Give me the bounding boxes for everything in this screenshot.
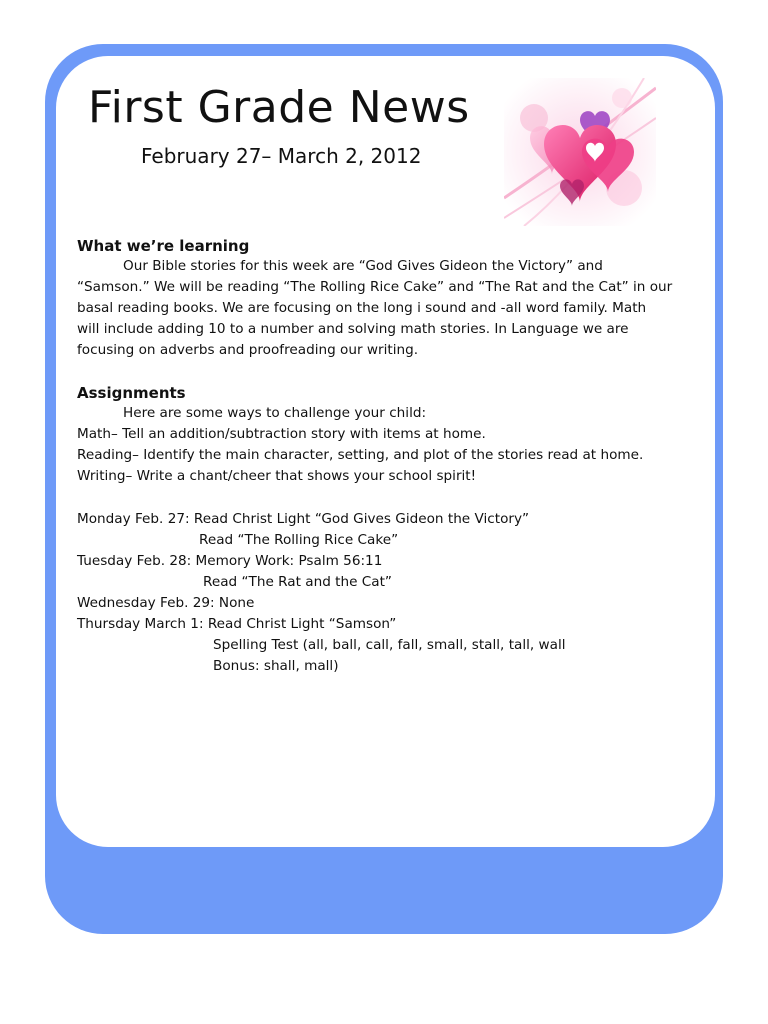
learning-line: Our Bible stories for this week are “God Gives Gideon the Victory” and	[123, 258, 603, 274]
learning-line: will include adding 10 to a number and solving math stories. In Language we are	[77, 321, 629, 337]
schedule-line: Tuesday Feb. 28: Memory Work: Psalm 56:11	[77, 553, 383, 569]
schedule-line: Read “The Rolling Rice Cake”	[199, 532, 399, 548]
learning-line: focusing on adverbs and proofreading our writing.	[77, 342, 419, 358]
learning-heading: What we’re learning	[77, 237, 250, 255]
assignment-item: Reading– Identify the main character, setting, and plot of the stories read at home.	[77, 447, 644, 463]
newsletter-content	[77, 236, 689, 677]
schedule-line: Spelling Test (all, ball, call, fall, small, stall, tall, wall	[213, 637, 566, 653]
assignments-intro: Here are some ways to challenge your child:	[123, 405, 427, 421]
schedule-line: Read “The Rat and the Cat”	[203, 574, 392, 590]
page-title: First Grade News	[88, 82, 470, 133]
assignment-item: Math– Tell an addition/subtraction story with items at home.	[77, 426, 486, 442]
date-range: February 27– March 2, 2012	[141, 144, 422, 168]
schedule-line: Monday Feb. 27: Read Christ Light “God Gives Gideon the Victory”	[77, 511, 530, 527]
assignments-heading: Assignments	[77, 384, 186, 402]
assignment-item: Writing– Write a chant/cheer that shows your school spirit!	[77, 468, 477, 484]
learning-line: “Samson.” We will be reading “The Rolling Rice Cake” and “The Rat and the Cat” in our	[77, 279, 673, 295]
learning-line: basal reading books. We are focusing on the long i sound and -all word family. Math	[77, 300, 647, 316]
schedule-line: Wednesday Feb. 29: None	[77, 595, 255, 611]
hearts-illustration	[504, 78, 656, 226]
schedule-line: Thursday March 1: Read Christ Light “Samson”	[77, 616, 397, 632]
schedule-line: Bonus: shall, mall)	[213, 658, 339, 674]
